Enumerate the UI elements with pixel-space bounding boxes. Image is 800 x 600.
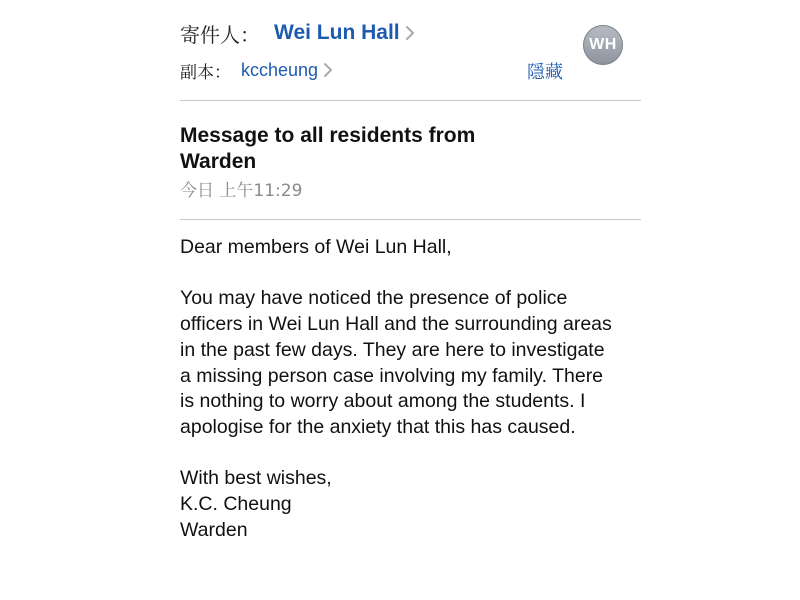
message-subject: Message to all residents from Warden	[180, 124, 476, 173]
sender-avatar[interactable]: WH	[583, 25, 623, 65]
hide-details-button[interactable]: 隱藏	[527, 62, 563, 83]
signature-title: Warden	[180, 518, 248, 541]
body-greeting: Dear members of Wei Lun Hall,	[180, 236, 452, 258]
from-row	[180, 18, 415, 48]
cc-recipient-link[interactable]: kccheung	[241, 59, 319, 80]
signature-name: K.C. Cheung	[180, 493, 292, 515]
chevron-right-icon[interactable]	[405, 25, 415, 41]
message-date: 今日 上午11:29	[180, 181, 303, 201]
body-paragraph: You may have noticed the presence of police officers in Wei Lun Hall and the surrounding areas in the past few days. They are here to investigate a missing person case involving my family. There is nothing to worry about among the students. I apologise for the anxiety that this has caused.	[180, 287, 612, 438]
body-signoff: With best wishes,	[180, 467, 332, 490]
chevron-right-icon[interactable]	[323, 62, 333, 78]
paragraph-gap	[180, 441, 620, 467]
message-body	[180, 235, 620, 543]
subject-divider	[180, 219, 641, 220]
header-divider	[180, 100, 641, 101]
cc-row	[180, 56, 333, 84]
cc-label: 副本：	[180, 62, 231, 83]
from-label: 寄件人：	[180, 22, 260, 47]
sender-name-link[interactable]: Wei Lun Hall	[274, 21, 400, 44]
paragraph-gap	[180, 261, 620, 287]
